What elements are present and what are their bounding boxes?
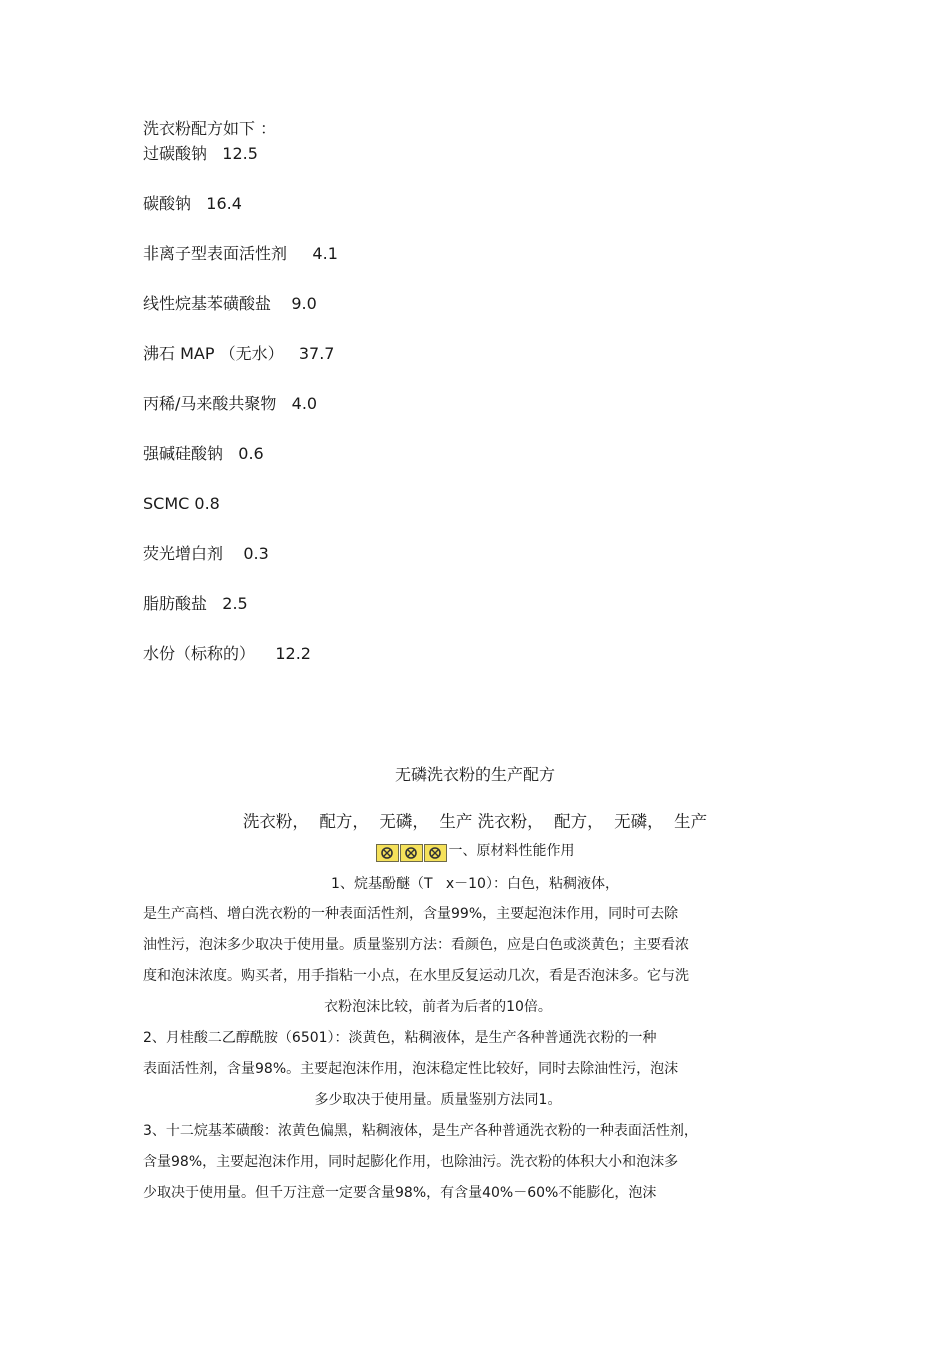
formula-item: 荧光增白剂 0.3 xyxy=(143,544,269,563)
paragraph-line: 含量98%，主要起泡沫作用，同时起膨化作用，也除油污。洗衣粉的体积大小和泡沫多 xyxy=(143,1154,679,1170)
paragraph-line: 度和泡沫浓度。购买者，用手指粘一小点，在水里反复运动几次，看是否泡沫多。它与洗 xyxy=(143,968,689,984)
formula-item: 碳酸钠 16.4 xyxy=(143,194,242,213)
item3-paragraph xyxy=(143,1116,733,1209)
paragraph-line: 多少取决于使用量。质量鉴别方法同1。 xyxy=(314,1092,562,1108)
formula-item: 非离子型表面活性剂 4.1 xyxy=(143,244,338,263)
image-placeholder-icon xyxy=(424,844,447,862)
formula-item: 线性烷基苯磺酸盐 9.0 xyxy=(143,294,317,313)
article-title: 无磷洗衣粉的生产配方 xyxy=(394,765,555,784)
section-heading-row xyxy=(0,840,950,862)
section-heading: 一、原材料性能作用 xyxy=(448,843,575,859)
item1-heading: 1、烷基酚醚（T x－10）：白色，粘稠液体， xyxy=(331,876,619,892)
paragraph-line: 少取决于使用量。但千万注意一定要含量98%，有含量40%－60%不能膨化，泡沫 xyxy=(143,1185,657,1201)
formula-list xyxy=(143,143,338,693)
formula-item: SCMC 0.8 xyxy=(143,494,220,513)
item1-paragraph xyxy=(143,899,733,1023)
paragraph-line: 油性污，泡沫多少取决于使用量。质量鉴别方法：看颜色，应是白色或淡黄色；主要看浓 xyxy=(143,937,689,953)
paragraph-line: 3、十二烷基苯磺酸：浓黄色偏黑，粘稠液体，是生产各种普通洗衣粉的一种表面活性剂， xyxy=(143,1123,698,1139)
formula-item: 过碳酸钠 12.5 xyxy=(143,144,258,163)
article-keywords: 洗衣粉， 配方， 无磷， 生产 洗衣粉， 配方， 无磷， 生产 xyxy=(242,812,708,831)
image-placeholder-icon xyxy=(376,844,399,862)
formula-item: 沸石 MAP （无水） 37.7 xyxy=(143,344,335,363)
paragraph-line: 是生产高档、增白洗衣粉的一种表面活性剂，含量99%，主要起泡沫作用，同时可去除 xyxy=(143,906,679,922)
formula-item: 丙稀/马来酸共聚物 4.0 xyxy=(143,394,318,413)
item2-paragraph xyxy=(143,1023,733,1116)
formula-item: 强碱硅酸钠 0.6 xyxy=(143,444,264,463)
formula-intro: 洗衣粉配方如下 ： xyxy=(143,119,277,138)
image-placeholder-icon xyxy=(400,844,423,862)
paragraph-line: 表面活性剂，含量98%。主要起泡沫作用，泡沫稳定性比较好，同时去除油性污，泡沫 xyxy=(143,1061,679,1077)
paragraph-line: 衣粉泡沫比较，前者为后者的10倍。 xyxy=(324,999,552,1015)
paragraph-line: 2、月桂酸二乙醇酰胺（6501）：淡黄色，粘稠液体，是生产各种普通洗衣粉的一种 xyxy=(143,1030,657,1046)
formula-item: 脂肪酸盐 2.5 xyxy=(143,594,248,613)
decorative-icon-strip xyxy=(376,842,448,860)
formula-item: 水份（标称的） 12.2 xyxy=(143,644,311,663)
